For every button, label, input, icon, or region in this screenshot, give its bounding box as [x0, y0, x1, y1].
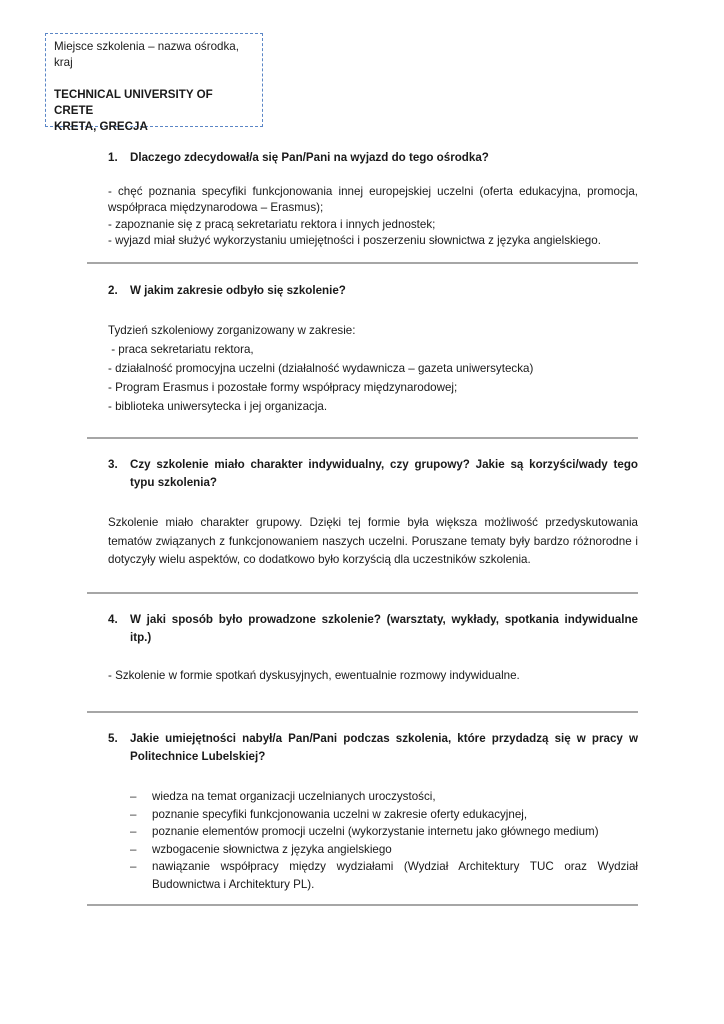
- question-4: [108, 611, 638, 647]
- university-name: TECHNICAL UNIVERSITY OF CRETE: [54, 88, 213, 117]
- dash-bullet: –: [130, 842, 137, 856]
- section-2: [108, 283, 638, 416]
- list-item-text: nawiązanie współpracy między wydziałami (Wydział Architektury TUC oraz Wydział Budownictwa i Architektury PL).: [152, 860, 638, 891]
- location-box: [45, 33, 263, 133]
- question-text: Czy szkolenie miało charakter indywidualny, czy grupowy? Jakie są korzyści/wady tego typu szkolenia?: [130, 458, 638, 489]
- question-1: [108, 150, 638, 167]
- dash-bullet: –: [130, 807, 137, 821]
- list-item: [130, 823, 638, 841]
- list-item-text: wzbogacenie słownictwa z języka angielskiego: [152, 842, 392, 856]
- list-item: [130, 788, 638, 806]
- question-text: Dlaczego zdecydował/a się Pan/Pani na wyjazd do tego ośrodka?: [130, 151, 489, 164]
- list-item: [130, 841, 638, 859]
- answer-line: - biblioteka uniwersytecka i jej organizacja.: [108, 399, 328, 413]
- question-number: 5.: [108, 732, 118, 745]
- answer-line: - praca sekretariatu rektora,: [108, 342, 254, 356]
- location-label: Miejsce szkolenia – nazwa ośrodka, kraj: [54, 40, 239, 69]
- section-5: [108, 730, 638, 893]
- question-number: 2.: [108, 284, 118, 297]
- question-3: [108, 456, 638, 492]
- answer-line: Tydzień szkoleniowy zorganizowany w zakresie:: [108, 323, 356, 337]
- university-place: KRETA, GRECJA: [54, 120, 148, 133]
- answer-2: [108, 321, 638, 416]
- answer-line: - chęć poznania specyfiki funkcjonowania innej europejskiej uczelni (oferta edukacyjna, promocja, współpraca międzynarodowa – Erasmus);: [108, 184, 638, 214]
- answer-line: - Program Erasmus i pozostałe formy współpracy międzynarodowej;: [108, 380, 458, 394]
- question-number: 3.: [108, 458, 118, 471]
- question-text: Jakie umiejętności nabył/a Pan/Pani podczas szkolenia, które przydadzą się w pracy w Politechnice Lubelskiej?: [130, 732, 638, 763]
- section-divider: [87, 711, 638, 713]
- question-2: [108, 283, 638, 300]
- answer-line: - zapoznanie się z pracą sekretariatu rektora i innych jednostek;: [108, 217, 436, 231]
- question-number: 1.: [108, 151, 118, 164]
- section-divider: [87, 592, 638, 594]
- skills-list: [130, 788, 638, 893]
- section-divider: [87, 904, 638, 906]
- section-1: [108, 150, 638, 250]
- list-item: [130, 858, 638, 893]
- question-text: W jakim zakresie odbyło się szkolenie?: [130, 284, 346, 297]
- answer-1: [108, 184, 638, 250]
- list-item-text: poznanie elementów promocji uczelni (wykorzystanie internetu jako głównego medium): [152, 825, 599, 838]
- list-item-text: poznanie specyfiki funkcjonowania uczelni w zakresie oferty edukacyjnej,: [152, 807, 528, 821]
- answer-4: [108, 668, 638, 685]
- question-number: 4.: [108, 613, 118, 626]
- question-text: W jaki sposób było prowadzone szkolenie? (warsztaty, wykłady, spotkania indywidualne itp.): [130, 613, 638, 644]
- section-divider: [87, 262, 638, 264]
- list-item: [130, 806, 638, 824]
- section-4: [108, 611, 638, 685]
- answer-line: - działalność promocyjna uczelni (działalność wydawnicza – gazeta uniwersytecka): [108, 361, 534, 375]
- list-item-text: wiedza na temat organizacji uczelnianych uroczystości,: [152, 790, 436, 803]
- dash-bullet: –: [130, 790, 137, 803]
- answer-line: - Szkolenie w formie spotkań dyskusyjnych, ewentualnie rozmowy indywidualne.: [108, 669, 520, 682]
- answer-3: [108, 514, 638, 570]
- section-divider: [87, 437, 638, 439]
- answer-line: Szkolenie miało charakter grupowy. Dzięki tej formie była większa możliwość przedyskutowania tematów związanych z funkcjonowaniem naszych uczelni. Poruszane tematy były bardzo różnorodne i dotyczyły wielu aspektów, co dodatkowo było korzyścią dla uczestników szkolenia.: [108, 516, 638, 566]
- answer-line: - wyjazd miał służyć wykorzystaniu umiejętności i poszerzeniu słownictwa z języka angielskiego.: [108, 234, 601, 247]
- dash-bullet: –: [130, 825, 137, 838]
- section-3: [108, 456, 638, 570]
- dash-bullet: –: [130, 860, 137, 873]
- question-5: [108, 730, 638, 766]
